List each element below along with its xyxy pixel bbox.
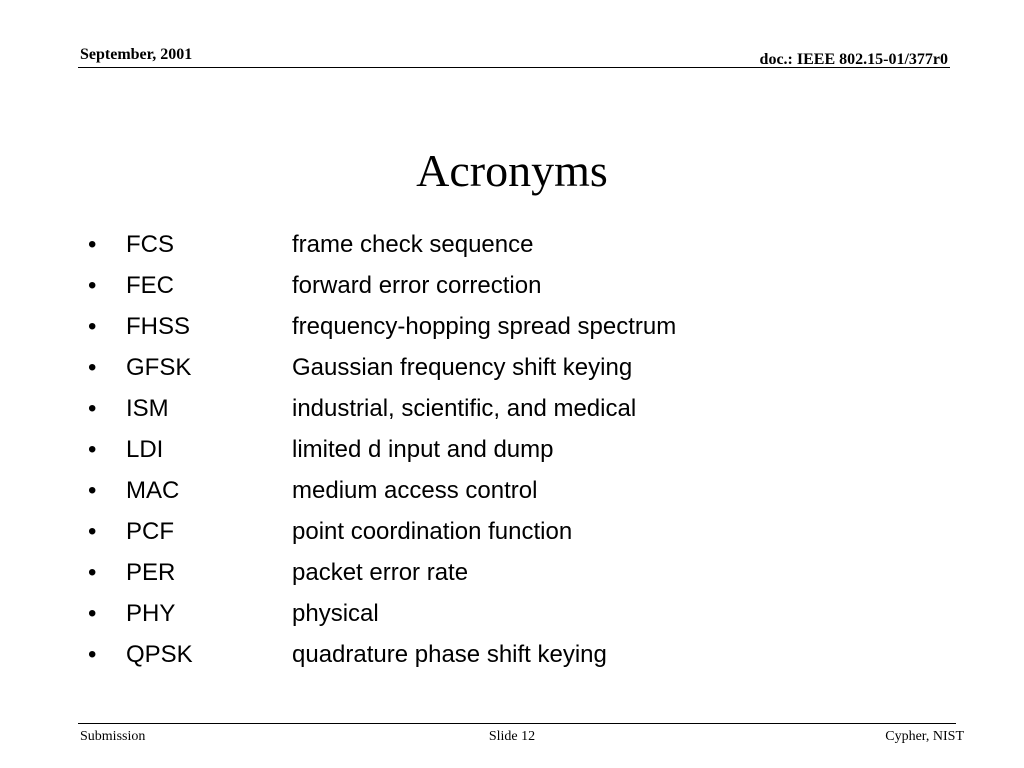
footer-author: Cypher, NIST bbox=[885, 729, 964, 744]
acronym-definition: forward error correction bbox=[292, 272, 542, 299]
acronym-term: FEC bbox=[126, 272, 174, 299]
bullet-icon: • bbox=[88, 518, 97, 545]
acronym-term: GFSK bbox=[126, 354, 192, 381]
acronym-term: QPSK bbox=[126, 641, 193, 668]
footer-submission: Submission bbox=[80, 729, 146, 744]
acronym-term: FHSS bbox=[126, 313, 191, 340]
acronym-definition: limited d input and dump bbox=[292, 436, 554, 463]
header-doc-id: doc.: IEEE 802.15-01/377r0 bbox=[759, 51, 948, 68]
bullet-icon: • bbox=[88, 559, 97, 586]
acronym-term: PER bbox=[126, 559, 176, 586]
header-date: September, 2001 bbox=[80, 46, 193, 63]
bullet-icon: • bbox=[88, 354, 97, 381]
acronym-term: ISM bbox=[126, 395, 169, 422]
footer-divider bbox=[78, 723, 956, 724]
acronym-definition: physical bbox=[292, 600, 379, 627]
bullet-icon: • bbox=[88, 641, 97, 668]
bullet-icon: • bbox=[88, 272, 97, 299]
bullet-icon: • bbox=[88, 600, 97, 627]
acronym-definition: point coordination function bbox=[292, 518, 573, 545]
acronym-definition: frequency-hopping spread spectrum bbox=[292, 313, 677, 340]
acronym-definition: frame check sequence bbox=[292, 231, 534, 258]
acronym-term: MAC bbox=[126, 477, 180, 504]
header-divider bbox=[78, 67, 950, 68]
acronym-definition: industrial, scientific, and medical bbox=[292, 395, 637, 422]
acronym-term: PCF bbox=[126, 518, 174, 545]
bullet-icon: • bbox=[88, 231, 97, 258]
acronym-term: PHY bbox=[126, 600, 176, 627]
acronym-definition: medium access control bbox=[292, 477, 538, 504]
slide-title: Acronyms bbox=[416, 144, 608, 196]
acronym-definition: packet error rate bbox=[292, 559, 469, 586]
bullet-icon: • bbox=[88, 436, 97, 463]
acronym-definition: Gaussian frequency shift keying bbox=[292, 354, 633, 381]
acronym-definition: quadrature phase shift keying bbox=[292, 641, 607, 668]
bullet-icon: • bbox=[88, 477, 97, 504]
acronym-term: LDI bbox=[126, 436, 164, 463]
footer-slide-number: Slide 12 bbox=[488, 729, 536, 744]
acronym-term: FCS bbox=[126, 231, 174, 258]
bullet-icon: • bbox=[88, 313, 97, 340]
bullet-icon: • bbox=[88, 395, 97, 422]
